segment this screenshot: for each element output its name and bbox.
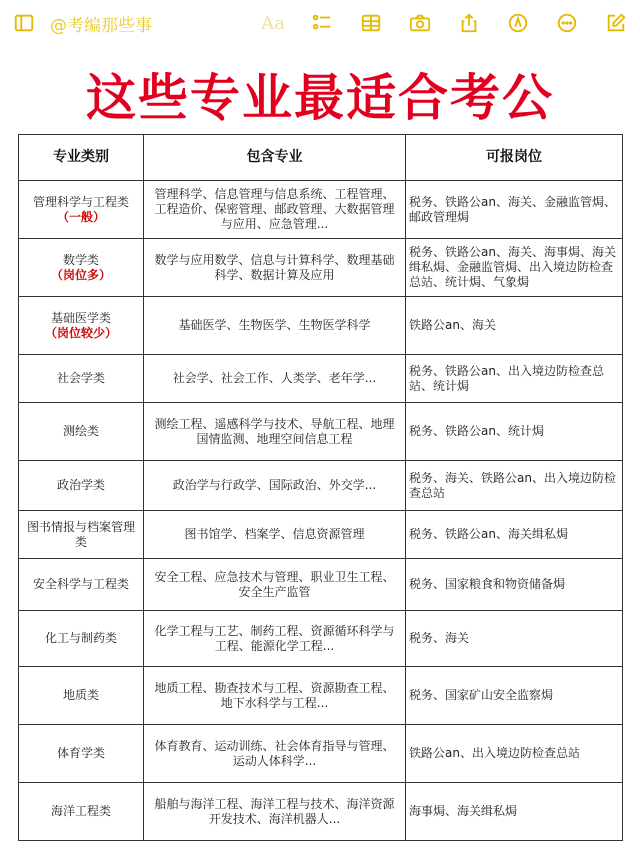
majors-cell: 安全工程、应急技术与管理、职业卫生工程、安全生产监管 — [144, 559, 406, 611]
category-cell — [19, 511, 144, 559]
positions-cell: 税务、铁路公an、统计焗 — [406, 403, 623, 461]
category-name: 基础医学类 — [50, 310, 111, 325]
header-majors: 包含专业 — [144, 135, 406, 181]
checklist-icon[interactable] — [310, 11, 334, 35]
positions-cell: 税务、国家粮食和物资储备焗 — [406, 559, 623, 611]
majors-cell: 地质工程、勘查技术与工程、资源勘查工程、地下水科学与工程... — [144, 667, 406, 725]
category-cell — [19, 181, 144, 239]
table-row — [19, 511, 623, 559]
toolbar-actions — [261, 11, 628, 35]
category-cell — [19, 559, 144, 611]
category-cell — [19, 403, 144, 461]
category-name: 海洋工程类 — [50, 804, 111, 818]
category-name: 政治学类 — [56, 478, 105, 492]
table-row — [19, 725, 623, 783]
font-icon[interactable]: Aa — [261, 12, 285, 34]
majors-cell: 船舶与海洋工程、海洋工程与技术、海洋资源开发技术、海洋机器人... — [144, 783, 406, 841]
page-title: 这些专业最适合考公 — [86, 69, 554, 127]
majors-cell: 政治学与行政学、国际政治、外交学... — [144, 461, 406, 511]
category-name: 体育学类 — [56, 746, 105, 760]
positions-cell: 税务、海关 — [406, 611, 623, 667]
share-icon[interactable] — [457, 11, 481, 35]
category-name: 安全科学与工程类 — [32, 577, 129, 591]
sidebar-icon[interactable] — [12, 11, 36, 35]
header-positions: 可报岗位 — [406, 135, 623, 181]
table-row — [19, 355, 623, 403]
positions-cell: 铁路公an、海关 — [406, 297, 623, 355]
category-tag: （一般） — [56, 209, 105, 224]
positions-cell: 铁路公an、出入境边防检查总站 — [406, 725, 623, 783]
table-row — [19, 461, 623, 511]
category-name: 数学类 — [62, 252, 99, 267]
category-cell — [19, 725, 144, 783]
majors-cell: 测绘工程、遥感科学与技术、导航工程、地理国情监测、地理空间信息工程 — [144, 403, 406, 461]
positions-cell: 税务、铁路公an、出入境边防检查总站、统计焗 — [406, 355, 623, 403]
category-name: 地质类 — [62, 688, 99, 702]
positions-cell: 税务、国家矿山安全监察焗 — [406, 667, 623, 725]
category-tag: （岗位多） — [50, 267, 111, 282]
category-name: 化工与制药类 — [44, 631, 117, 645]
table-row — [19, 297, 623, 355]
majors-cell: 体育教育、运动训练、社会体育指导与管理、运动人体科学... — [144, 725, 406, 783]
category-cell — [19, 461, 144, 511]
majors-cell: 化学工程与工艺、制药工程、资源循环科学与工程、能源化学工程... — [144, 611, 406, 667]
compose-icon[interactable] — [604, 11, 628, 35]
majors-cell: 图书馆学、档案学、信息资源管理 — [144, 511, 406, 559]
table-row — [19, 559, 623, 611]
positions-cell: 税务、铁路公an、海关缉私焗 — [406, 511, 623, 559]
table-icon[interactable] — [359, 11, 383, 35]
camera-icon[interactable] — [408, 11, 432, 35]
category-cell — [19, 297, 144, 355]
table-header-row — [19, 135, 623, 181]
table-row — [19, 611, 623, 667]
category-cell — [19, 667, 144, 725]
category-name: 社会学类 — [56, 371, 105, 385]
category-cell — [19, 783, 144, 841]
positions-cell: 海事焗、海关缉私焗 — [406, 783, 623, 841]
positions-cell: 税务、铁路公an、海关、金融监管焗、邮政管理焗 — [406, 181, 623, 239]
markup-pen-icon[interactable] — [506, 11, 530, 35]
category-name: 管理科学与工程类 — [32, 194, 129, 209]
category-name: 测绘类 — [62, 424, 99, 438]
header-category: 专业类别 — [19, 135, 144, 181]
majors-cell: 社会学、社会工作、人类学、老年学... — [144, 355, 406, 403]
category-cell — [19, 239, 144, 297]
table-row — [19, 181, 623, 239]
majors-cell: 管理科学、信息管理与信息系统、工程管理、工程造价、保密管理、邮政管理、大数据管理与应用、应急管理... — [144, 181, 406, 239]
majors-table — [18, 134, 623, 841]
positions-cell: 税务、铁路公an、海关、海事焗、海关缉私焗、金融监管焗、出入境边防检查总站、统计焗、气象焗 — [406, 239, 623, 297]
table-row — [19, 667, 623, 725]
positions-cell: 税务、海关、铁路公an、出入境边防检查总站 — [406, 461, 623, 511]
notes-toolbar — [0, 0, 640, 46]
more-icon[interactable] — [555, 11, 579, 35]
category-cell — [19, 355, 144, 403]
majors-cell: 基础医学、生物医学、生物医学科学 — [144, 297, 406, 355]
table-row — [19, 239, 623, 297]
majors-cell: 数学与应用数学、信息与计算科学、数理基础科学、数据计算及应用 — [144, 239, 406, 297]
category-cell — [19, 611, 144, 667]
table-row — [19, 783, 623, 841]
category-name: 图书情报与档案管理类 — [26, 519, 135, 549]
table-row — [19, 403, 623, 461]
category-tag: （岗位较少） — [44, 325, 117, 340]
watermark: @考编那些事 — [50, 15, 152, 36]
